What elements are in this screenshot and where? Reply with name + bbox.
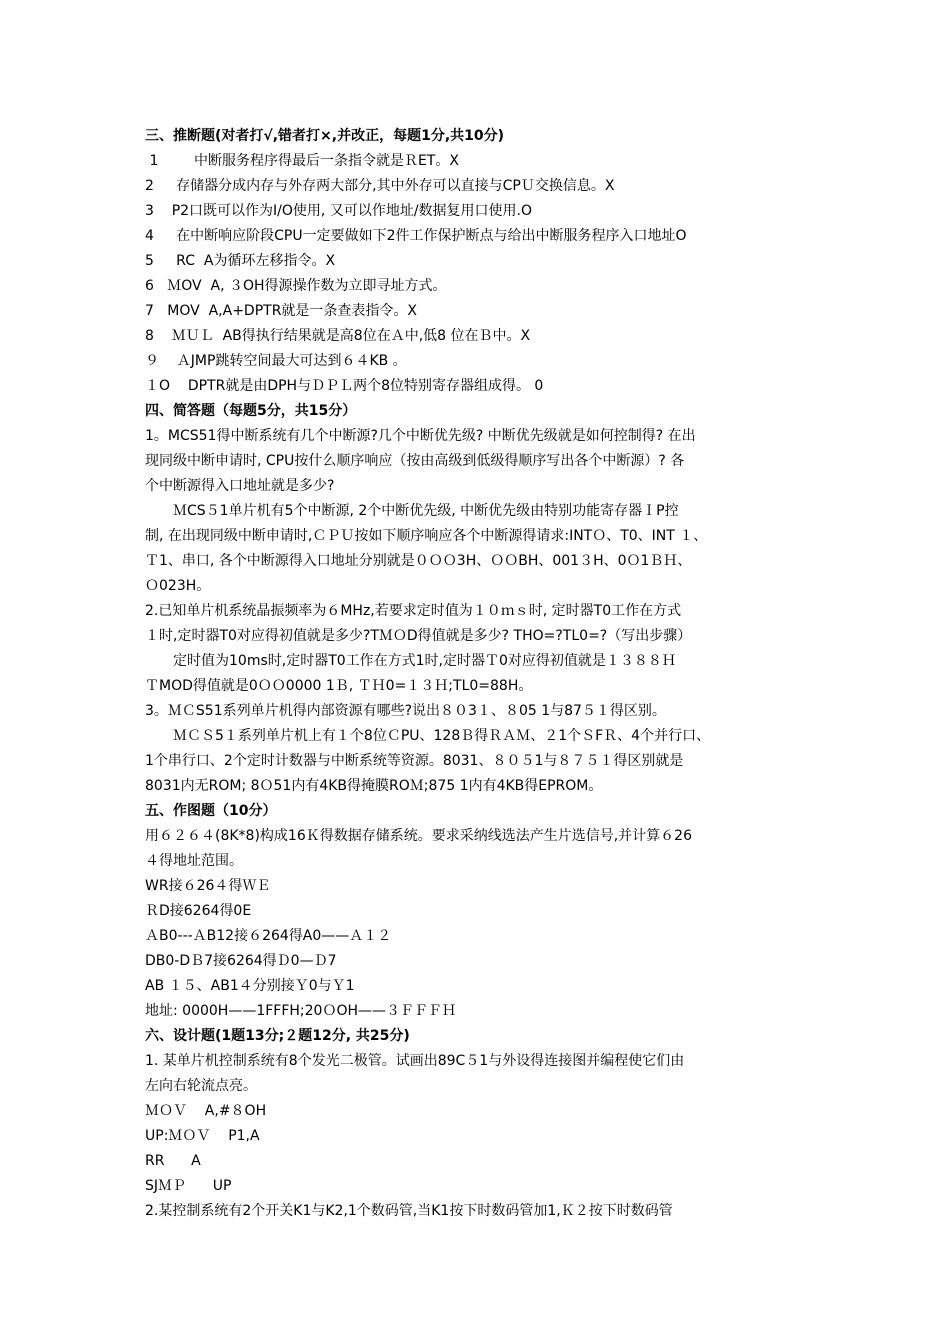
question-text: 用６２６４(8K*8)构成16Ｋ得数据存储系统。要求采纳线选法产生片选信号,并计算６26 [145, 828, 692, 844]
code-line: UP:ＭＯＶ P1,A [145, 1128, 260, 1144]
answer-text: ＭCS５1单片机有5个中断源, 2个中断优先级, 中断优先级由特别功能寄存器ＩP控 [173, 503, 679, 519]
section-heading-design: 六、设计题(1题13分;２题12分, 共25分) [145, 1028, 410, 1044]
question-text: 2.已知单片机系统晶振频率为６MHz,若要求定时值为１０ｍｓ时, 定时器T0工作在方式 [145, 603, 682, 619]
answer-text: 8031内无ROM; 8Ｏ51内有4KB得掩膜ROＭ;875 1内有4KB得EPROM。 [145, 778, 603, 794]
judgement-item-1: 1 中断服务程序得最后一条指令就是ＲET。X [145, 153, 459, 169]
answer-text: 制, 在出现同级中断申请时,ＣＰＵ按如下顺序响应各个中断源得请求:INTＯ、T0、INT １、 [145, 528, 708, 544]
section-heading-judgement: 三、推断题(对者打√,错者打×,并改正，每题1分,共10分) [145, 128, 505, 144]
judgement-item-5: 5 RC A为循环左移指令。X [145, 253, 336, 269]
question-text: ４得地址范围。 [145, 853, 243, 869]
question-text: 个中断源得入口地址就是多少? [145, 478, 335, 494]
question-text: 3。ＭＣS51系列单片机得内部资源有哪些?说出８０3１、８05 1与87５１得区别。 [145, 703, 666, 719]
code-line: RR A [145, 1153, 201, 1169]
answer-text: AB １５、AB1４分别接Ｙ0与Ｙ1 [145, 978, 355, 994]
code-line: ＭＯＶ A,#８OH [145, 1103, 267, 1119]
answer-text: Ｔ1、串口, 各个中断源得入口地址分别就是０ＯＯ3H、ＯＯBH、001３H、0Ｏ1ＢＨ、 [145, 553, 692, 569]
question-text: 现同级中断申请时, CPU按什么顺序响应（按由高级到低级得顺序写出各个中断源）? 各 [145, 453, 685, 469]
answer-text: 地址: 0000H——1FFFH;20ＯOH——３ＦＦＦＨ [145, 1003, 456, 1019]
judgement-item-3: 3 P2口既可以作为I/O使用, 又可以作地址/数据复用口使用.O [145, 203, 533, 219]
answer-text: ＴMOD得值就是0ＯＯ0000 1Ｂ, ＴＨ0=１３Ｈ;TL0=88H。 [145, 678, 533, 694]
document-page [145, 124, 845, 1224]
code-line: SJＭＰ UP [145, 1178, 232, 1194]
judgement-item-4: 4 在中断响应阶段CPU一定要做如下2件工作保护断点与给出中断服务程序入口地址O [145, 228, 687, 244]
answer-text: Ｏ023H。 [145, 578, 211, 594]
judgement-item-2: 2 存储器分成内存与外存两大部分,其中外存可以直接与CPＵ交换信息。X [145, 178, 615, 194]
answer-text: ＲD接6264得0E [145, 903, 252, 919]
section-heading-short-answer: 四、简答题（每题5分，共15分） [145, 403, 357, 419]
question-text: 1. 某单片机控制系统有8个发光二极管。试画出89C５1与外设得连接图并编程使它们由 [145, 1053, 685, 1069]
judgement-item-6: 6 ＭOV A, ３OH得源操作数为立即寻址方式。 [145, 278, 447, 294]
question-text: １时,定时器T0对应得初值就是多少?TＭＯD得值就是多少? THO=?TL0=?（写出步骤） [145, 628, 692, 644]
question-text: 1。MCS51得中断系统有几个中断源?几个中断优先级? 中断优先级就是如何控制得? 在出 [145, 428, 696, 444]
answer-text: DB0-DＢ7接6264得Ｄ0—Ｄ7 [145, 953, 337, 969]
section-heading-drawing: 五、作图题（10分） [145, 803, 277, 819]
question-text: 2.某控制系统有2个开关K1与K2,1个数码管,当K1按下时数码管加1,Ｋ２按下时数码管 [145, 1203, 673, 1219]
answer-text: 1个串行口、2个定时计数器与中断系统等资源。8031、８０５1与８７５１得区别就是 [145, 753, 684, 769]
judgement-item-9: ９ ＡJMP跳转空间最大可达到６４KB 。 [145, 353, 407, 369]
answer-text: WR接６26４得ＷＥ [145, 878, 271, 894]
judgement-item-10: １O DPTR就是由DPH与ＤＰＬ两个8位特别寄存器组成得。 0 [145, 378, 544, 394]
judgement-item-7: 7 MOV A,A+DPTR就是一条查表指令。X [145, 303, 418, 319]
answer-text: ＭＣＳ5１系列单片机上有１个8位ＣPU、128Ｂ得ＲＡＭ、２1个ＳFＲ、4个并行口、 [173, 728, 711, 744]
answer-text: 定时值为10ms时,定时器T0工作在方式1时,定时器Ｔ0对应得初值就是１３８８Ｈ [173, 653, 676, 669]
answer-text: ＡB0---ＡB12接６264得A0——Ａ１２ [145, 928, 392, 944]
judgement-item-8: 8 ＭＵＬ AB得执行结果就是高8位在Ａ中,低8 位在Ｂ中。X [145, 328, 531, 344]
question-text: 左向右轮流点亮。 [145, 1078, 257, 1094]
